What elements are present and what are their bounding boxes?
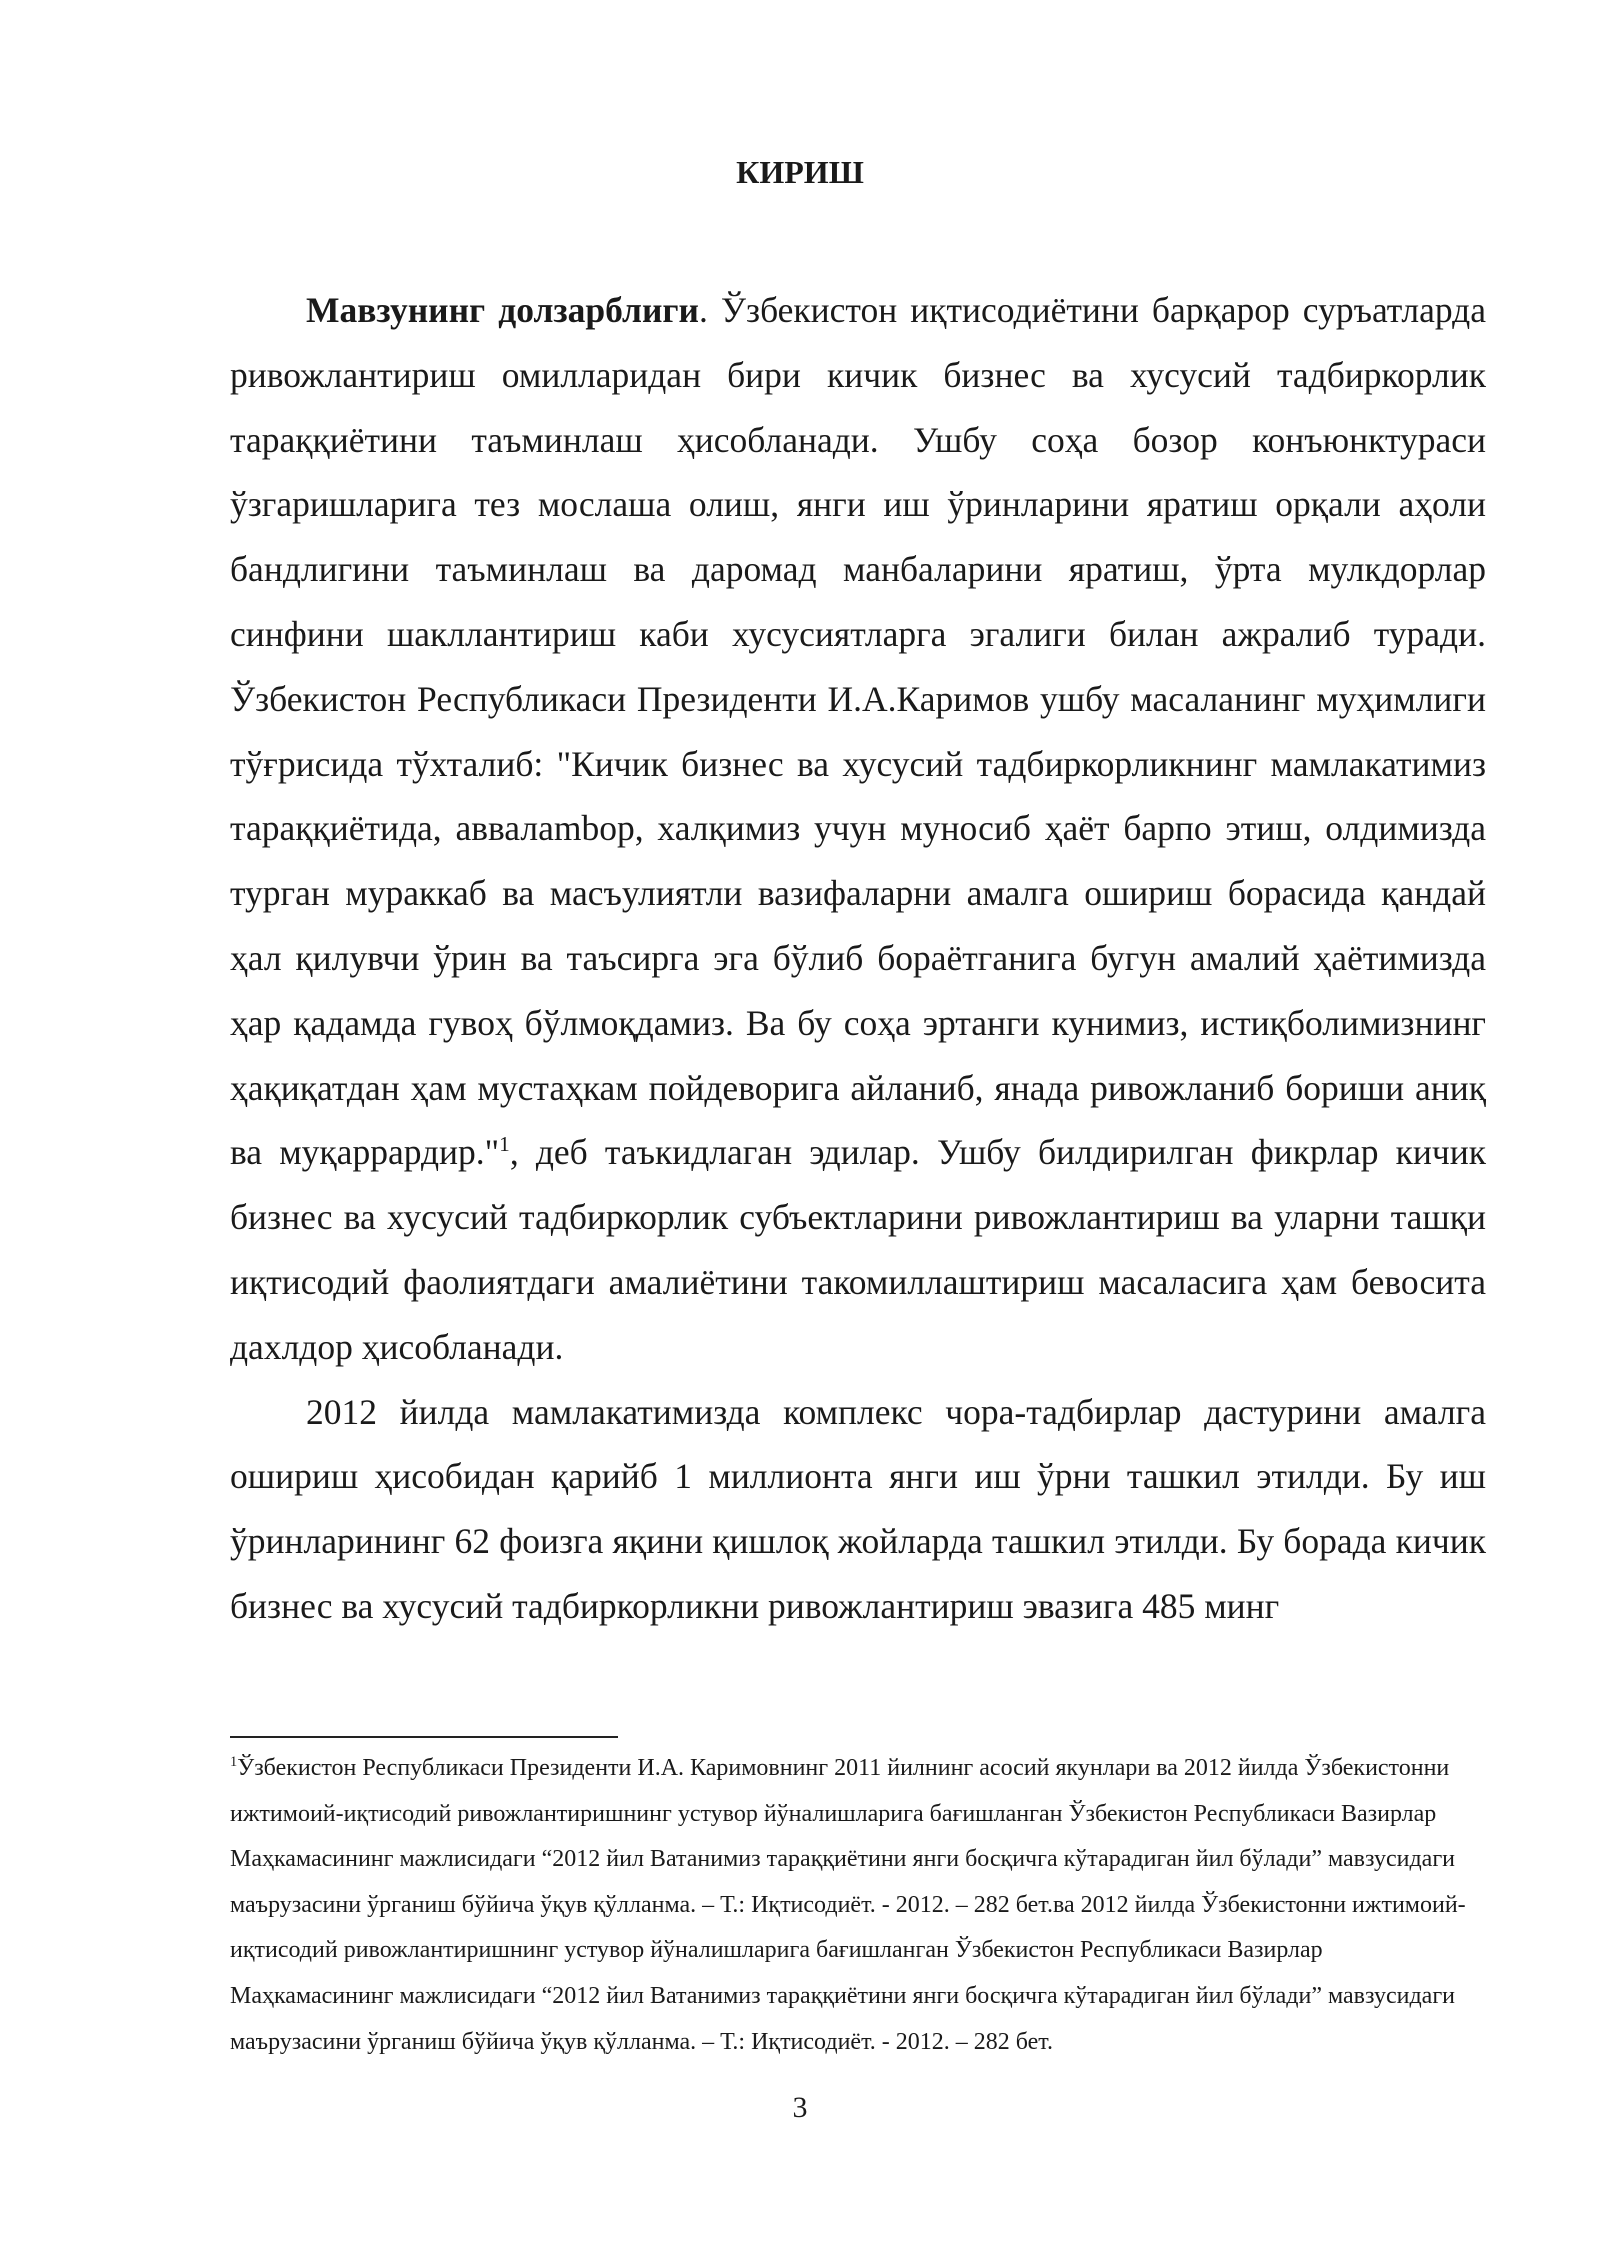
page-number: 3 xyxy=(792,2091,808,2124)
paragraph-lead: Мавзунинг долзарблиги xyxy=(306,290,699,330)
paragraph-relevance xyxy=(230,278,1486,1380)
footnote-reference[interactable]: 1 xyxy=(499,1132,510,1157)
footnote xyxy=(230,1746,1486,2065)
paragraph-text: . Ўзбекистон иқтисодиётини барқарор суръатларда ривожлантириш омилларидан бири кичик бизнес ва хусусий тадбиркорлик тараққиётини таъминлаш ҳисобланади. Ушбу соҳа бозор конъюнктураси ўзгаришларига тез мослаша олиш, янги иш ўринларини яратиш орқали аҳоли бандлигини таъминлаш ва даромад манбаларини яратиш, ўрта мулкдорлар синфини шакллантириш каби хусусиятларга эгалиги билан ажралиб туради. Ўзбекистон Республикаси Президенти И.А.Каримов ушбу масаланинг муҳимлиги тўғрисида тўхталиб: "Кичик бизнес ва хусусий тадбиркорликнинг мамлакатимиз тараққиётида, аввалambор, халқимиз учун муносиб ҳаёт барпо этиш, олдимизда турган мураккаб ва масъулиятли вазифаларни амалга ошириш борасида қандай ҳал қилувчи ўрин ва таъсирга эга бўлиб бораётганига бугун амалий ҳаётимизда ҳар қадамда гувоҳ бўлмоқдамиз. Ва бу соҳа эртанги кунимиз, истиқболимизнинг ҳақиқатдан ҳам мустаҳкам пойдеворига айланиб, янада ривожланиб бориши аниқ ва муқаррардир." xyxy=(230,290,1486,1173)
page-title: КИРИШ xyxy=(736,154,864,190)
paragraph-statistics: 2012 йилда мамлакатимизда комплекс чора-тадбирлар дастурини амалга ошириш ҳисобидан қарийб 1 миллионта янги иш ўрни ташкил этилди. Бу иш ўринларининг 62 фоизга яқини қишлоқ жойларда ташкил этилди. Бу борада кичик бизнес ва хусусий тадбиркорликни ривожлантириш эвазига 485 минг xyxy=(230,1391,1486,1626)
paragraph-text-continued: , деб таъкидлаган эдилар. Ушбу билдирилган фикрлар кичик бизнес ва хусусий тадбиркорлик субъектларини ривожлантириш ва уларни ташқи иқтисодий фаолиятдаги амалиётини такомиллаштириш масаласига ҳам бевосита дахлдор ҳисобланади. xyxy=(230,1132,1486,1367)
body-text xyxy=(230,278,1486,1639)
footnote-separator xyxy=(230,1736,618,1738)
footnote-text: Ўзбекистон Республикаси Президенти И.А. Каримовнинг 2011 йилнинг асосий якунлари ва 2012 йилда Ўзбекистонни ижтимоий-иқтисодий ривожлантиришнинг устувор йўналишларига бағишланган Ўзбекистон Республикаси Вазирлар Маҳкамасининг мажлисидаги “2012 йил Ватанимиз тараққиётини янги босқичга кўтарадиган йил бўлади” мавзусидаги маърузасини ўрганиш бўйича ўқув қўлланма. – Т.: Иқтисодиёт. - 2012. – 282 бет.ва 2012 йилда Ўзбекистонни ижтимоий-иқтисодий ривожлантиришнинг устувор йўналишларига бағишланган Ўзбекистон Республикаси Вазирлар Маҳкамасининг мажлисидаги “2012 йил Ватанимиз тараққиётини янги босқичга кўтарадиган йил бўлади” мавзусидаги маърузасини ўрганиш бўйича ўқув қўлланма. – Т.: Иқтисодиёт. - 2012. – 282 бет. xyxy=(230,1755,1466,2055)
footnote-marker: 1 xyxy=(230,1754,238,1770)
